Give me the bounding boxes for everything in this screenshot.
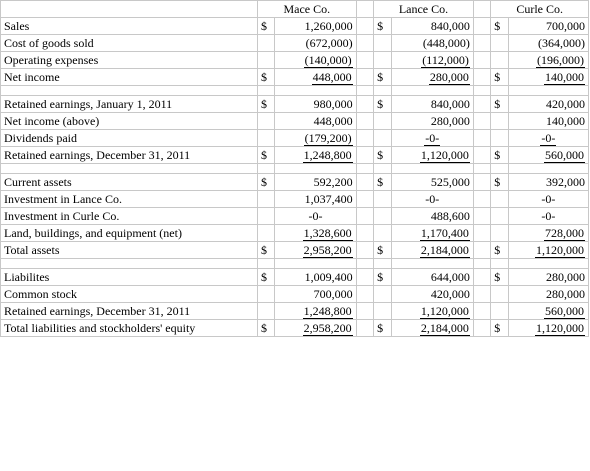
statement-row [1, 225, 589, 242]
amount-value-lance: 525,000 [430, 174, 470, 189]
amount-value-curle: 420,000 [546, 96, 585, 111]
currency-cell-curle [491, 52, 508, 69]
amount-cell-lance [391, 69, 473, 86]
amount-value-mace: (672,000) [305, 35, 353, 50]
amount-cell-mace [275, 191, 356, 208]
currency-cell-lance [374, 35, 391, 52]
amount-value-curle: 700,000 [546, 18, 585, 33]
amount-cell-curle [508, 18, 588, 35]
currency-cell-mace [257, 96, 274, 113]
gap-cell [473, 174, 490, 191]
currency-cell-mace [257, 130, 274, 147]
currency-symbol: $ [260, 242, 267, 257]
currency-symbol: $ [494, 174, 501, 189]
blank-separator-row [1, 259, 589, 269]
statement-body [1, 1, 589, 337]
blank-cell [275, 259, 356, 269]
blank-cell [356, 259, 373, 269]
currency-cell-mace [257, 303, 274, 320]
amount-value-mace: 2,958,200 [303, 243, 353, 259]
currency-symbol: $ [260, 320, 267, 335]
amount-value-lance: 1,120,000 [420, 303, 469, 318]
amount-value-mace: 448,000 [313, 113, 353, 128]
amount-cell-curle [508, 96, 588, 113]
amount-value-curle: (196,000) [537, 52, 584, 67]
amount-cell-lance [391, 174, 473, 191]
amount-value-lance: 2,184,000 [420, 243, 470, 259]
blank-cell [1, 86, 258, 96]
amount-value-mace: 448,000 [312, 70, 353, 86]
currency-cell-mace [257, 225, 274, 242]
amount-cell-mace [275, 269, 356, 286]
row-label: Sales [1, 18, 258, 35]
currency-symbol: $ [377, 174, 384, 189]
currency-cell-lance [374, 286, 391, 303]
currency-symbol: $ [494, 18, 501, 33]
statement-row [1, 303, 589, 320]
amount-cell-mace [275, 18, 356, 35]
statement-row [1, 208, 589, 225]
amount-value-curle: 140,000 [546, 113, 585, 128]
gap-cell [473, 225, 490, 242]
blank-cell [473, 86, 490, 96]
statement-row [1, 52, 589, 69]
gap-cell [356, 191, 373, 208]
amount-value-mace: 2,958,200 [303, 321, 353, 337]
statement-row [1, 130, 589, 147]
currency-cell-mace [257, 52, 274, 69]
amount-value-mace: 1,009,400 [304, 269, 353, 284]
amount-cell-lance [391, 147, 473, 164]
amount-cell-curle [508, 208, 588, 225]
blank-cell [275, 164, 356, 174]
currency-symbol: $ [377, 242, 384, 257]
gap-cell [473, 52, 490, 69]
amount-value-curle: 560,000 [544, 148, 585, 164]
amount-value-mace: (140,000) [304, 52, 352, 67]
gap-cell [356, 35, 373, 52]
amount-cell-curle [508, 269, 588, 286]
amount-value-curle: 280,000 [546, 269, 585, 284]
amount-cell-mace [275, 286, 356, 303]
row-label: Current assets [1, 174, 258, 191]
row-label: Net income [1, 69, 258, 86]
gap-cell [356, 320, 373, 337]
amount-cell-lance [391, 130, 473, 147]
amount-cell-curle [508, 320, 588, 337]
currency-cell-lance [374, 52, 391, 69]
amount-cell-lance [391, 35, 473, 52]
amount-cell-curle [508, 286, 588, 303]
currency-cell-curle [491, 225, 508, 242]
currency-cell-curle [491, 18, 508, 35]
currency-cell-mace [257, 147, 274, 164]
gap-cell [356, 52, 373, 69]
statement-row [1, 174, 589, 191]
amount-value-mace: (179,200) [304, 130, 352, 145]
amount-cell-lance [391, 286, 473, 303]
amount-cell-curle [508, 242, 588, 259]
blank-cell [356, 164, 373, 174]
blank-cell [391, 86, 473, 96]
blank-cell [257, 86, 274, 96]
amount-cell-curle [508, 69, 588, 86]
gap-cell [473, 113, 490, 130]
amount-value-curle: -0- [541, 130, 556, 145]
gap-cell [473, 35, 490, 52]
gap-cell [356, 69, 373, 86]
amount-cell-lance [391, 113, 473, 130]
currency-cell-lance [374, 174, 391, 191]
currency-cell-curle [491, 208, 508, 225]
currency-cell-curle [491, 130, 508, 147]
blank-cell [491, 164, 508, 174]
currency-cell-curle [491, 113, 508, 130]
amount-value-lance: 644,000 [430, 269, 470, 284]
amount-cell-mace [275, 303, 356, 320]
blank-cell [508, 259, 588, 269]
statement-row [1, 320, 589, 337]
gap-cell [356, 18, 373, 35]
amount-value-mace: 1,037,400 [304, 191, 353, 206]
amount-value-curle: 280,000 [546, 286, 585, 301]
amount-value-lance: 2,184,000 [420, 321, 470, 337]
gap-cell [356, 286, 373, 303]
amount-cell-lance [391, 52, 473, 69]
row-label: Retained earnings, December 31, 2011 [1, 303, 258, 320]
currency-cell-lance [374, 320, 391, 337]
gap-cell [356, 269, 373, 286]
blank-cell [257, 164, 274, 174]
amount-value-lance: (112,000) [422, 52, 469, 67]
amount-value-curle: 560,000 [545, 303, 584, 318]
currency-cell-curle [491, 96, 508, 113]
blank-cell [391, 164, 473, 174]
gap-cell [356, 303, 373, 320]
amount-value-mace: 1,328,600 [303, 225, 352, 240]
amount-value-curle: 1,120,000 [535, 243, 585, 259]
gap-cell [473, 1, 490, 18]
amount-cell-mace [275, 96, 356, 113]
statement-row [1, 286, 589, 303]
currency-cell-lance [374, 225, 391, 242]
amount-value-curle: (364,000) [538, 35, 585, 50]
amount-cell-curle [508, 147, 588, 164]
amount-cell-curle [508, 35, 588, 52]
row-label: Investment in Curle Co. [1, 208, 258, 225]
currency-cell-curle [491, 174, 508, 191]
currency-cell-mace [257, 269, 274, 286]
amount-cell-mace [275, 52, 356, 69]
statement-row [1, 35, 589, 52]
currency-cell-curle [491, 191, 508, 208]
currency-cell-lance [374, 303, 391, 320]
gap-cell [473, 18, 490, 35]
currency-symbol: $ [377, 147, 384, 162]
row-label: Cost of goods sold [1, 35, 258, 52]
currency-cell-mace [257, 286, 274, 303]
row-label: Total liabilities and stockholders' equity [1, 320, 258, 337]
blank-cell [374, 259, 391, 269]
amount-cell-lance [391, 208, 473, 225]
amount-value-lance: (448,000) [422, 35, 470, 50]
blank-cell [257, 259, 274, 269]
currency-cell-mace [257, 242, 274, 259]
amount-value-mace: 592,200 [313, 174, 353, 189]
amount-value-curle: 140,000 [544, 70, 585, 86]
blank-cell [473, 259, 490, 269]
row-label: Retained earnings, January 1, 2011 [1, 96, 258, 113]
currency-symbol: $ [494, 320, 501, 335]
row-label: Liabilites [1, 269, 258, 286]
currency-symbol: $ [377, 320, 384, 335]
amount-value-curle: -0- [541, 208, 556, 223]
currency-symbol: $ [494, 96, 501, 111]
amount-cell-curle [508, 303, 588, 320]
amount-cell-mace [275, 35, 356, 52]
currency-symbol: $ [494, 147, 501, 162]
currency-cell-mace [257, 69, 274, 86]
row-label: Investment in Lance Co. [1, 191, 258, 208]
gap-cell [356, 96, 373, 113]
row-label: Common stock [1, 286, 258, 303]
currency-symbol: $ [494, 242, 501, 257]
amount-value-lance: -0- [425, 191, 440, 206]
header-label-cell [1, 1, 258, 18]
currency-cell-lance [374, 147, 391, 164]
currency-cell-mace [257, 191, 274, 208]
currency-symbol: $ [377, 96, 384, 111]
amount-value-lance: 840,000 [430, 96, 470, 111]
amount-cell-lance [391, 18, 473, 35]
gap-cell [473, 96, 490, 113]
blank-cell [356, 86, 373, 96]
blank-cell [508, 164, 588, 174]
blank-cell [508, 86, 588, 96]
currency-symbol: $ [260, 96, 267, 111]
currency-cell-mace [257, 320, 274, 337]
gap-cell [356, 242, 373, 259]
currency-symbol: $ [260, 18, 267, 33]
row-label: Retained earnings, December 31, 2011 [1, 147, 258, 164]
currency-cell-lance [374, 96, 391, 113]
amount-cell-curle [508, 52, 588, 69]
amount-value-mace: 1,248,800 [303, 303, 352, 318]
amount-value-lance: 280,000 [430, 113, 470, 128]
blank-separator-row [1, 86, 589, 96]
statement-row [1, 147, 589, 164]
gap-cell [473, 269, 490, 286]
currency-cell-lance [374, 18, 391, 35]
currency-symbol: $ [260, 269, 267, 284]
amount-value-lance: 840,000 [430, 18, 470, 33]
currency-cell-mace [257, 18, 274, 35]
blank-cell [1, 259, 258, 269]
row-label: Land, buildings, and equipment (net) [1, 225, 258, 242]
gap-cell [356, 113, 373, 130]
currency-symbol: $ [260, 69, 267, 84]
currency-symbol: $ [260, 147, 267, 162]
amount-cell-mace [275, 242, 356, 259]
amount-cell-mace [275, 130, 356, 147]
amount-cell-lance [391, 269, 473, 286]
statement-row [1, 18, 589, 35]
amount-value-curle: 392,000 [546, 174, 585, 189]
currency-symbol: $ [377, 269, 384, 284]
amount-cell-mace [275, 113, 356, 130]
amount-cell-mace [275, 225, 356, 242]
amount-value-mace: -0- [308, 208, 323, 223]
amount-value-lance: 488,600 [430, 208, 470, 223]
gap-cell [356, 208, 373, 225]
blank-cell [491, 86, 508, 96]
amount-cell-curle [508, 130, 588, 147]
amount-value-mace: 1,260,000 [304, 18, 353, 33]
amount-value-curle: -0- [541, 191, 556, 206]
column-header-curle: Curle Co. [491, 1, 589, 18]
currency-cell-lance [374, 191, 391, 208]
amount-cell-lance [391, 303, 473, 320]
gap-cell [473, 191, 490, 208]
currency-cell-lance [374, 130, 391, 147]
amount-cell-lance [391, 242, 473, 259]
blank-separator-row [1, 164, 589, 174]
header-row [1, 1, 589, 18]
gap-cell [356, 225, 373, 242]
currency-symbol: $ [494, 69, 501, 84]
currency-cell-mace [257, 35, 274, 52]
gap-cell [473, 286, 490, 303]
gap-cell [473, 69, 490, 86]
blank-cell [1, 164, 258, 174]
blank-cell [275, 86, 356, 96]
amount-value-mace: 980,000 [313, 96, 353, 111]
blank-cell [374, 86, 391, 96]
amount-cell-curle [508, 225, 588, 242]
statement-row [1, 96, 589, 113]
amount-cell-curle [508, 174, 588, 191]
amount-cell-mace [275, 208, 356, 225]
statement-row [1, 242, 589, 259]
row-label: Dividends paid [1, 130, 258, 147]
gap-cell [473, 320, 490, 337]
amount-cell-lance [391, 96, 473, 113]
amount-cell-lance [391, 191, 473, 208]
amount-cell-lance [391, 320, 473, 337]
currency-cell-curle [491, 269, 508, 286]
currency-cell-curle [491, 242, 508, 259]
currency-cell-curle [491, 286, 508, 303]
amount-value-lance: 1,170,400 [420, 225, 469, 240]
amount-cell-mace [275, 320, 356, 337]
amount-cell-mace [275, 69, 356, 86]
currency-cell-curle [491, 35, 508, 52]
statement-row [1, 69, 589, 86]
column-header-lance: Lance Co. [374, 1, 474, 18]
amount-value-lance: 1,120,000 [420, 148, 470, 164]
currency-cell-mace [257, 208, 274, 225]
amount-value-curle: 1,120,000 [535, 321, 585, 337]
blank-cell [473, 164, 490, 174]
gap-cell [356, 147, 373, 164]
currency-cell-mace [257, 174, 274, 191]
amount-value-lance: 420,000 [430, 286, 470, 301]
currency-cell-lance [374, 242, 391, 259]
gap-cell [473, 147, 490, 164]
amount-cell-lance [391, 225, 473, 242]
row-label: Total assets [1, 242, 258, 259]
gap-cell [356, 130, 373, 147]
amount-cell-mace [275, 174, 356, 191]
currency-cell-lance [374, 113, 391, 130]
currency-cell-curle [491, 69, 508, 86]
amount-value-curle: 728,000 [545, 225, 584, 240]
gap-cell [473, 303, 490, 320]
blank-cell [391, 259, 473, 269]
currency-cell-mace [257, 113, 274, 130]
currency-cell-curle [491, 303, 508, 320]
gap-cell [356, 174, 373, 191]
amount-value-lance: -0- [425, 130, 440, 145]
currency-symbol: $ [494, 269, 501, 284]
currency-cell-curle [491, 320, 508, 337]
currency-symbol: $ [260, 174, 267, 189]
amount-value-lance: 280,000 [429, 70, 470, 86]
gap-cell [356, 1, 373, 18]
currency-cell-curle [491, 147, 508, 164]
amount-value-mace: 700,000 [313, 286, 353, 301]
blank-cell [374, 164, 391, 174]
amount-value-mace: 1,248,800 [303, 148, 353, 164]
currency-symbol: $ [377, 69, 384, 84]
row-label: Operating expenses [1, 52, 258, 69]
column-header-mace: Mace Co. [257, 1, 356, 18]
gap-cell [473, 242, 490, 259]
amount-cell-curle [508, 113, 588, 130]
gap-cell [473, 130, 490, 147]
currency-cell-lance [374, 208, 391, 225]
gap-cell [473, 208, 490, 225]
amount-cell-curle [508, 191, 588, 208]
statement-row [1, 113, 589, 130]
currency-symbol: $ [377, 18, 384, 33]
row-label: Net income (above) [1, 113, 258, 130]
statement-row [1, 191, 589, 208]
statement-row [1, 269, 589, 286]
currency-cell-lance [374, 69, 391, 86]
currency-cell-lance [374, 269, 391, 286]
amount-cell-mace [275, 147, 356, 164]
blank-cell [491, 259, 508, 269]
